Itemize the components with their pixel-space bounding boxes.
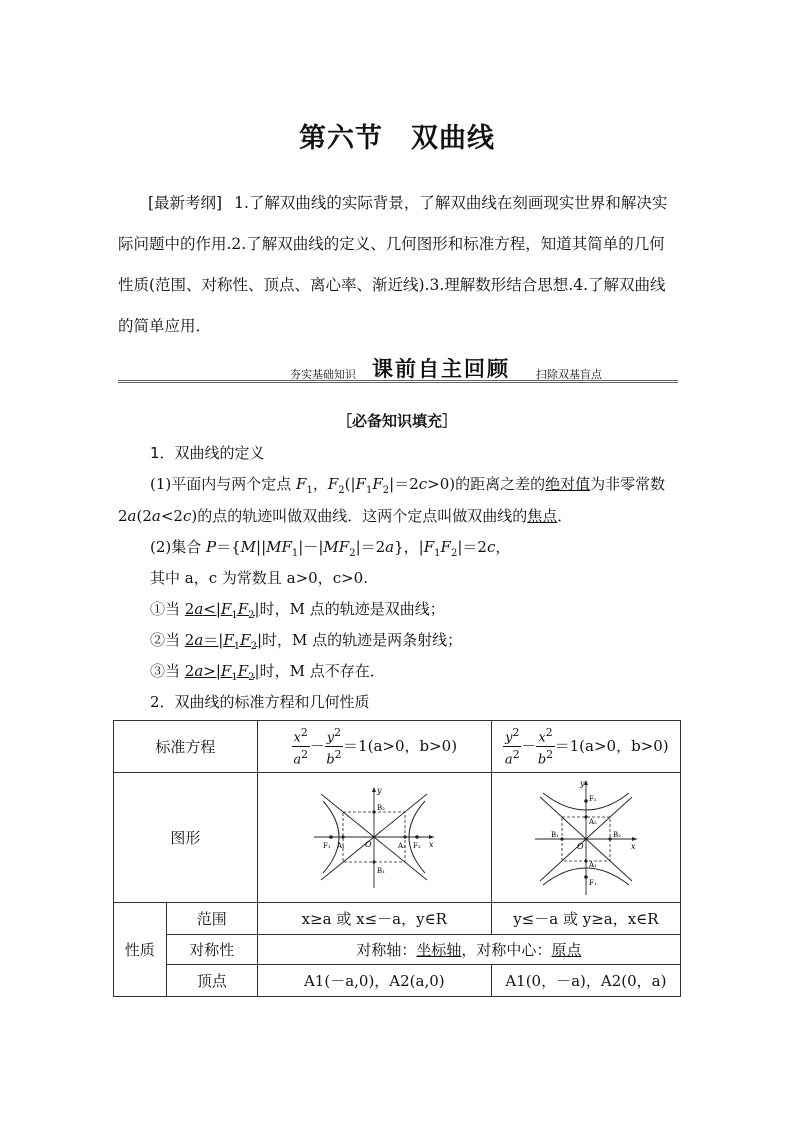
svg-text:F₁: F₁ [588, 878, 597, 887]
svg-text:B₂: B₂ [612, 830, 621, 839]
s1-focus: 焦点 [527, 507, 558, 525]
row-standard-equation-label: 标准方程 [114, 721, 258, 773]
equation-horizontal: $\frac{x^2}{a^2}$ － $\frac{y^2}{b^2}$ ＝1(a>0，b>0) [257, 721, 491, 773]
svg-text:O: O [365, 839, 372, 849]
vertex-horizontal: A1(－a,0)，A2(a,0) [257, 965, 491, 997]
s1-l1a: (1)平面内与两个定点 [150, 475, 292, 493]
s1-l2c: ． [557, 507, 573, 525]
range-label: 范围 [166, 903, 257, 935]
svg-text:x: x [630, 841, 636, 851]
banner-right: 扫除双基盲点 [536, 368, 602, 381]
section-banner [118, 352, 678, 386]
hyperbola-horizontal-figure [309, 783, 439, 893]
intro-text: 1.了解双曲线的实际背景，了解双曲线在刻画现实世界和解决实际问题中的作用.2.了解双曲线的定义、几何图形和标准方程，知道其简单的几何性质(范围、对称性、顶点、离心率、渐近线).3.理解数形结合思想.4.了解双曲线的简单应用． [118, 194, 668, 335]
banner-divider [118, 380, 678, 383]
intro-tag: [最新考纲] [148, 194, 223, 212]
s1-line2: 2a(2a<2c)的点的轨迹叫做双曲线．这两个定点叫做双曲线的焦点． [118, 507, 573, 525]
s1-c2-post: 时，M 点的轨迹是两条射线； [262, 631, 463, 649]
svg-text:F₂: F₂ [588, 794, 597, 803]
symmetry-label: 对称性 [166, 935, 257, 965]
s1-line4: 其中 a，c 为常数且 a>0，c>0. [150, 569, 368, 587]
s1-absolute-value: 绝对值 [545, 475, 591, 493]
s1-c3-post: 时，M 点不存在． [259, 662, 385, 680]
s2-heading: 2．双曲线的标准方程和几何性质 [150, 693, 370, 711]
s1-line1: (1)平面内与两个定点 $F_1$，$F_2(|F_1F_2|=2c>0)$的距离之差的绝对值为非零常数 [150, 475, 666, 496]
svg-text:A₂: A₂ [588, 817, 597, 826]
sym-pre: 对称轴： [356, 941, 417, 959]
sym-axis: 坐标轴 [416, 941, 462, 959]
hyperbola-vertical-figure [531, 779, 641, 897]
s1-c1-post: 时，M 点的轨迹是双曲线； [259, 600, 445, 618]
page-title: 第六节 双曲线 [299, 123, 495, 154]
svg-text:B₁: B₁ [550, 830, 559, 839]
section-title: ［必备知识填充］ [336, 412, 457, 430]
s1-case3: ③当 $2a>|F_1F_2|$时，M 点不存在． [150, 662, 385, 683]
range-vertical: y≤－a 或 y≥a，x∈R [491, 903, 680, 935]
eq-cond-1: ＝1(a>0，b>0) [343, 736, 458, 755]
svg-text:A₁: A₁ [337, 841, 346, 850]
s1-l1b: 的距离之差的 [455, 475, 546, 493]
svg-text:y: y [377, 785, 382, 795]
s1-c3-pre: ③当 [150, 662, 181, 680]
figure-vertical-cell [491, 773, 680, 903]
intro-paragraph [118, 183, 678, 347]
svg-text:B₂: B₂ [377, 803, 386, 812]
banner-center: 课前自主回顾 [372, 357, 510, 381]
s1-case1: ①当 $2a<|F_1F_2|$时，M 点的轨迹是双曲线； [150, 600, 445, 621]
svg-text:O: O [576, 841, 584, 851]
banner-left: 夯实基础知识 [290, 368, 356, 381]
s1-l3a: (2)集合 [150, 538, 202, 556]
s1-c1-pre: ①当 [150, 600, 181, 618]
sym-mid: ，对称中心： [461, 941, 552, 959]
eq-cond-2: ＝1(a>0，b>0) [554, 736, 669, 755]
s1-heading: 1．双曲线的定义 [150, 444, 265, 462]
row-figure-label: 图形 [114, 773, 258, 903]
svg-text:A₁: A₁ [588, 860, 597, 869]
s1-case2: ②当 $2a=|F_1F_2|$时，M 点的轨迹是两条射线； [150, 631, 463, 652]
svg-text:A₂: A₂ [398, 841, 407, 850]
range-horizontal: x≥a 或 x≤－a，y∈R [257, 903, 491, 935]
vertex-vertical: A1(0，－a)，A2(0，a) [491, 965, 680, 997]
hyperbola-properties-table [113, 720, 681, 997]
svg-text:F₁: F₁ [323, 841, 331, 850]
s1-l1d: 为非零常数 [590, 475, 666, 493]
s1-l2a: 的点的轨迹叫做双曲线．这两个定点叫做双曲线的 [197, 507, 528, 525]
s1-line3: (2)集合 $P=\{M||MF_1|-|MF_2|=2a\}$，$|F_1F_2|=2c$， [150, 538, 511, 559]
svg-text:B₁: B₁ [377, 866, 386, 875]
svg-text:x: x [429, 839, 434, 849]
vertex-label: 顶点 [166, 965, 257, 997]
row-properties-label: 性质 [114, 903, 167, 997]
svg-text:y: y [579, 778, 585, 788]
svg-text:F₂: F₂ [413, 841, 421, 850]
s1-c2-pre: ②当 [150, 631, 181, 649]
symmetry-value [257, 935, 680, 965]
figure-horizontal-cell [257, 773, 491, 903]
sym-center: 原点 [551, 941, 582, 959]
equation-vertical: $\frac{y^2}{a^2}$ － $\frac{x^2}{b^2}$ ＝1(a>0，b>0) [491, 721, 680, 773]
